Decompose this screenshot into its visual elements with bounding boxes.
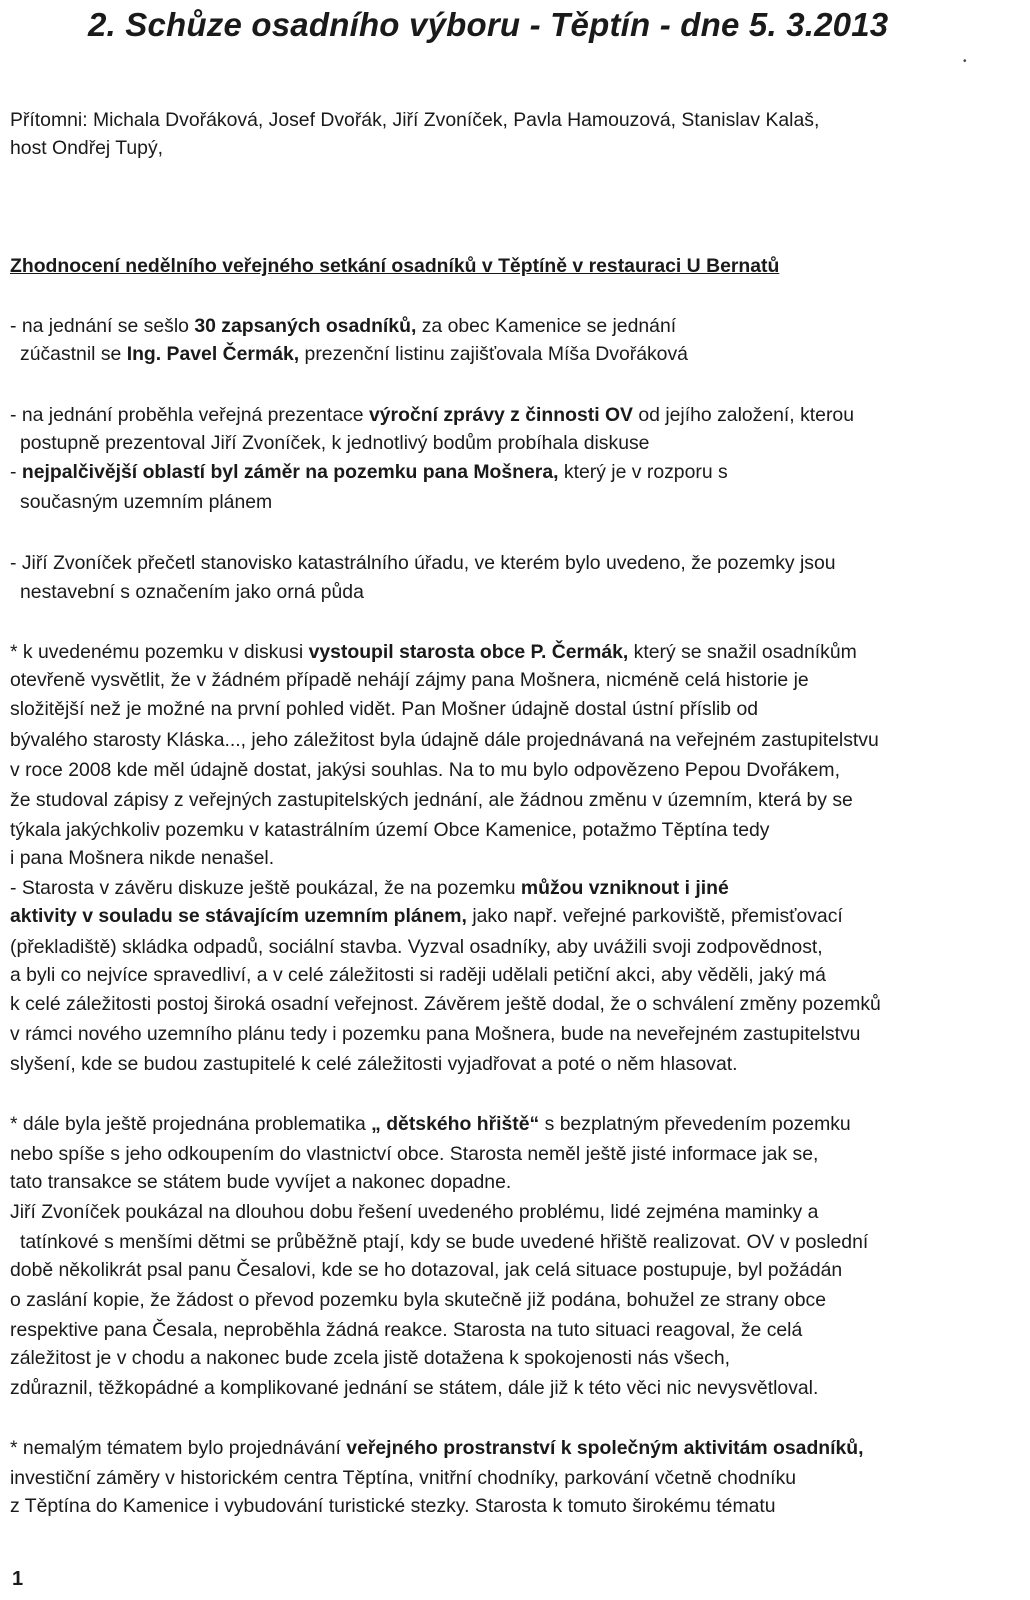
document-title: 2. Schůze osadního výboru - Těptín - dne 5. 3.2013 xyxy=(88,6,889,43)
body-line xyxy=(10,403,854,427)
body-line xyxy=(10,640,857,664)
body-line: postupně prezentoval Jiří Zvoníček, k jednotlivý bodům probíhala diskuse xyxy=(20,432,650,454)
body-line xyxy=(10,460,728,484)
body-line xyxy=(10,314,676,338)
bold-text: můžou vzniknout i jiné xyxy=(520,877,729,899)
text-run: který je v rozporu s xyxy=(558,461,728,483)
text-run: * dále byla ještě projednána problematika xyxy=(10,1113,372,1135)
page-number: 1 xyxy=(12,1568,24,1590)
body-line: nestavební s označením jako orná půda xyxy=(20,581,364,603)
bold-text: vystoupil starosta obce P. Čermák, xyxy=(308,641,629,663)
body-line: týkala jakýchkoliv pozemku v katastrálním území Obce Kamenice, potažmo Těptína tedy xyxy=(10,819,770,841)
body-line: tato transakce se státem bude vyvíjet a nakonec dopadne. xyxy=(10,1171,512,1193)
body-line: k celé záležitosti postoj široká osadní veřejnost. Závěrem ještě dodal, že o schválení změny pozemků xyxy=(10,993,881,1015)
body-line: respektive pana Česala, neproběhla žádná reakce. Starosta na tuto situaci reagoval, že celá xyxy=(10,1319,803,1341)
text-run: prezenční listinu zajišťovala Míša Dvořáková xyxy=(299,343,688,365)
body-line: že studoval zápisy z veřejných zastupitelských jednání, ale žádnou změnu v územním, která by se xyxy=(10,789,853,811)
body-line: i pana Mošnera nikde nenašel. xyxy=(10,847,275,869)
text-run: - na jednání se sešlo xyxy=(10,315,195,337)
text-run: s bezplatným převedením pozemku xyxy=(539,1113,851,1135)
body-line: investiční záměry v historickém centra Těptína, vnitřní chodníky, parkování včetně chodníku xyxy=(10,1467,797,1489)
bold-text: výroční zprávy z činnosti OV xyxy=(368,404,633,426)
body-line: nebo spíše s jeho odkoupením do vlastnictví obce. Starosta neměl ještě jisté informace jak se, xyxy=(10,1143,819,1165)
body-line: otevřeně vysvětlit, že v žádném případě nehájí zájmy pana Mošnera, nicméně celá historie je xyxy=(10,669,809,691)
body-line: a byli co nejvíce spravedliví, a v celé záležitosti si raději udělali petiční akci, aby věděli, jaký má xyxy=(10,964,826,986)
body-line xyxy=(10,1436,864,1460)
text-run: jako např. veřejné parkoviště, přemisťovací xyxy=(466,905,843,927)
body-line: v rámci nového uzemního plánu tedy i pozemku pana Mošnera, bude na neveřejném zastupitelstvu xyxy=(10,1023,861,1045)
body-line: záležitost je v chodu a nakonec bude zcela jistě dotažena k spokojenosti nás všech, xyxy=(10,1347,731,1369)
text-run: zúčastnil se xyxy=(20,343,127,365)
bold-text: nejpalčivější oblastí byl záměr na pozemku pana Mošnera, xyxy=(21,461,559,483)
text-run: - Starosta v závěru diskuze ještě poukázal, že na pozemku xyxy=(10,877,521,899)
body-line: bývalého starosty Kláska..., jeho záležitost byla údajně dále projednávaná na veřejném zastupitelstvu xyxy=(10,729,879,751)
body-line: Jiří Zvoníček poukázal na dlouhou dobu řešení uvedeného problému, lidé zejména maminky a xyxy=(10,1201,819,1223)
bold-text: 30 zapsaných osadníků, xyxy=(194,315,417,337)
body-line: host Ondřej Tupý, xyxy=(10,137,164,159)
body-line xyxy=(10,904,843,928)
scan-mark: • xyxy=(963,56,967,67)
text-run: * nemalým tématem bylo projednávání xyxy=(10,1437,347,1459)
body-line: současným uzemním plánem xyxy=(20,491,273,513)
section-heading: Zhodnocení nedělního veřejného setkání osadníků v Těptíně v restauraci U Bernatů xyxy=(10,255,780,277)
text-run: za obec Kamenice se jednání xyxy=(416,315,677,337)
body-line: (překladiště) skládka odpadů, sociální stavba. Vyzval osadníky, aby uvážili svoji zodpovědnost, xyxy=(10,936,823,958)
bold-text: veřejného prostranství k společným aktivitám osadníků, xyxy=(346,1437,864,1459)
bold-text: aktivity v souladu se stávajícím uzemním plánem, xyxy=(10,905,467,927)
body-line: Přítomni: Michala Dvořáková, Josef Dvořák, Jiří Zvoníček, Pavla Hamouzová, Stanislav Kalaš, xyxy=(10,109,820,131)
text-run: * k uvedenému pozemku v diskusi xyxy=(10,641,309,663)
body-line: - Jiří Zvoníček přečetl stanovisko katastrálního úřadu, ve kterém bylo uvedeno, že pozemky jsou xyxy=(10,552,836,574)
bold-text: „ dětského hřiště“ xyxy=(371,1113,540,1135)
body-line: z Těptína do Kamenice i vybudování turistické stezky. Starosta k tomuto širokému tématu xyxy=(10,1495,776,1517)
text-run: - na jednání proběhla veřejná prezentace xyxy=(10,404,369,426)
body-line: době několikrát psal panu Česalovi, kde se ho dotazoval, jak celá situace postupuje, byl požádán xyxy=(10,1259,843,1281)
body-line xyxy=(10,876,729,900)
text-run: od jejího založení, kterou xyxy=(633,404,854,426)
text-run: který se snažil osadníkům xyxy=(628,641,857,663)
body-line xyxy=(10,1112,851,1136)
body-line: složitější než je možné na první pohled vidět. Pan Mošner údajně dostal ústní příslib od xyxy=(10,698,759,720)
body-line: tatínkové s menšími dětmi se průběžně ptají, kdy se bude uvedené hřiště realizovat. OV v poslední xyxy=(20,1231,869,1253)
body-line xyxy=(20,342,688,366)
body-line: slyšení, kde se budou zastupitelé k celé záležitosti vyjadřovat a poté o něm hlasovat. xyxy=(10,1053,738,1075)
body-line: v roce 2008 kde měl údajně dostat, jakýsi souhlas. Na to mu bylo odpovězeno Pepou Dvořákem, xyxy=(10,759,840,781)
bold-text: Ing. Pavel Čermák, xyxy=(126,343,300,365)
text-run: - xyxy=(10,461,22,483)
body-line: zdůraznil, těžkopádné a komplikované jednání se státem, dále již k této věci nic nevysvětloval. xyxy=(10,1377,819,1399)
body-line: o zaslání kopie, že žádost o převod pozemku byla skutečně již podána, bohužel ze strany obce xyxy=(10,1289,826,1311)
